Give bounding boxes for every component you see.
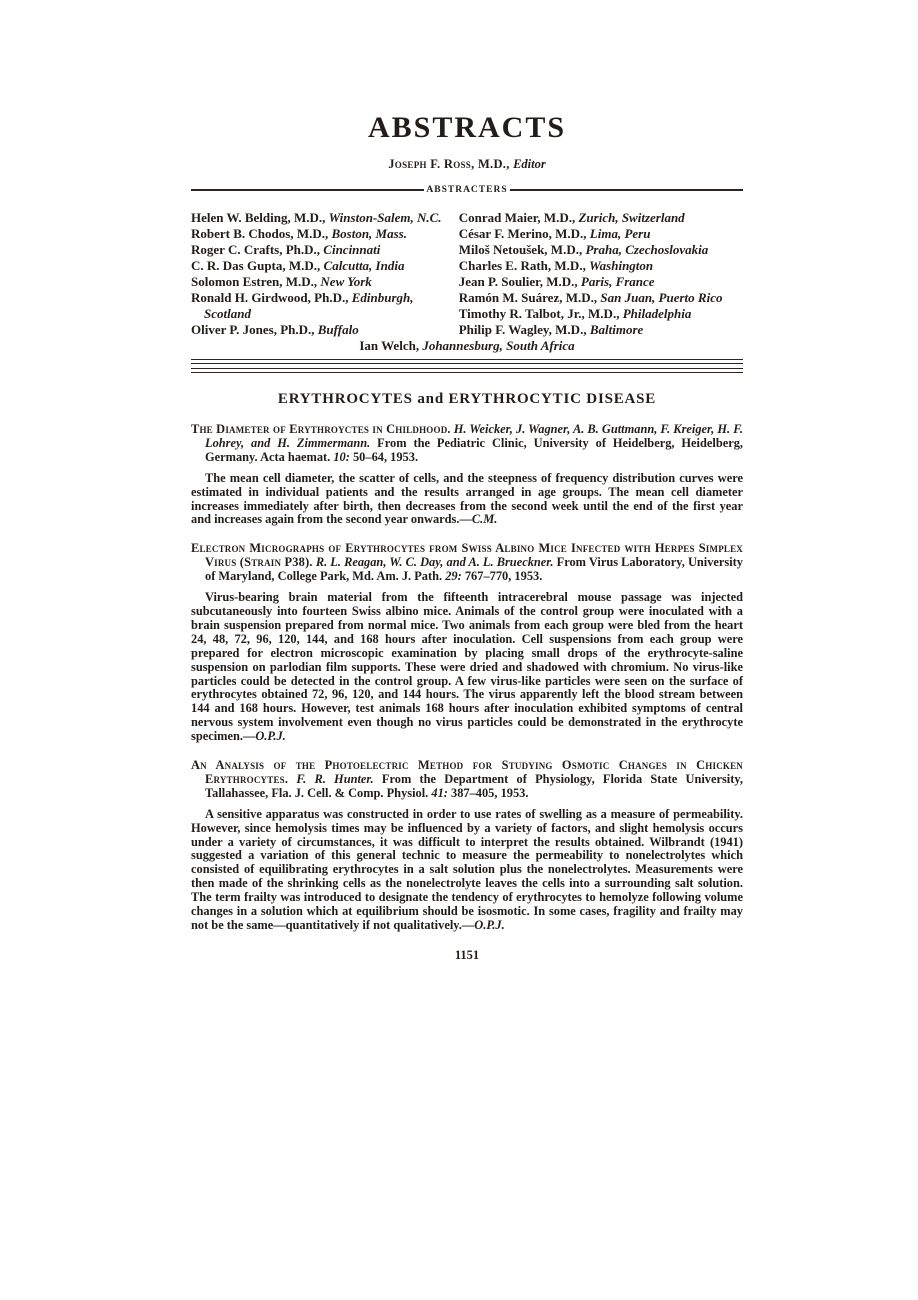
abstract-title: An Analysis of the Photoelectric Method for Studying Osmotic Changes in Chicken Erythrocytes. xyxy=(191,758,743,786)
abstracter-location: Cincinnati xyxy=(323,242,381,257)
abstracter-name: Roger C. Crafts, Ph.D., xyxy=(191,242,324,257)
abstract-heading xyxy=(191,423,743,465)
abstracter-entry xyxy=(459,274,743,290)
abstracter-name: Miloš Netoušek, M.D., xyxy=(458,242,586,257)
abstracter-name: Ramón M. Suárez, M.D., xyxy=(458,290,601,305)
abstract-affiliation: From Virus Laboratory, University of Maryland, College Park, Md. Am. J. Path. xyxy=(205,555,744,584)
abstracter-entry xyxy=(459,258,743,274)
abstracter-entry xyxy=(459,306,743,322)
editor-name: Joseph F. Ross, M.D., xyxy=(388,157,514,171)
abstracter-location: Paris, France xyxy=(580,274,655,289)
abstracter-location: Edinburgh, Scotland xyxy=(204,290,414,321)
abstracter-entry xyxy=(191,274,459,290)
abstracter-name: Robert B. Chodos, M.D., xyxy=(191,226,332,241)
abstract-signature: —O.P.J. xyxy=(242,729,286,744)
abstracter-location: Zurich, Switzerland xyxy=(578,210,685,225)
abstracter-name: Solomon Estren, M.D., xyxy=(191,274,321,289)
abstract-electron-micrographs xyxy=(191,542,743,744)
abstracter-location: Johannesburg, South Africa xyxy=(422,338,575,353)
abstracter-location: Buffalo xyxy=(317,322,359,337)
abstract-affiliation: From the Department of Physiology, Florida State University, Tallahassee, Fla. J. Cell. & Comp. Physiol. xyxy=(205,771,743,800)
abstract-body xyxy=(191,591,743,744)
page-title: ABSTRACTS xyxy=(367,111,567,144)
abstract-heading xyxy=(191,542,743,584)
abstracter-name: Charles E. Rath, M.D., xyxy=(458,258,590,273)
abstracter-entry xyxy=(459,242,743,258)
abstract-diameter-erythrocytes xyxy=(191,423,743,527)
abstracter-name: Jean P. Soulier, M.D., xyxy=(458,274,581,289)
abstract-authors: H. Weicker, J. Wagner, A. B. Guttmann, F. Kreiger, H. F. Lohrey, and H. Zimmermann. xyxy=(205,422,743,450)
abstract-text: The mean cell diameter, the scatter of cells, and the steepness of frequency distribution curves were estimated in individual patients and the results arranged in age groups. The mean cell diameter increases immediately after birth, then decreases from the second week until the end of the first year and increases again from the second year onwards. xyxy=(191,470,743,527)
abstracter-location: Winston-Salem, N.C. xyxy=(328,210,442,225)
divider-line-left xyxy=(191,189,424,191)
abstracter-location: Boston, Mass. xyxy=(331,226,407,241)
abstracter-name: Ronald H. Girdwood, Ph.D., xyxy=(191,290,352,305)
abstract-volume: 29: xyxy=(445,569,462,584)
abstract-authors: R. L. Reagan, W. C. Day, and A. L. Brueckner. xyxy=(312,555,554,570)
abstract-title: Electron Micrographs of Erythrocytes from Swiss Albino Mice Infected with Herpes Simplex Virus (Strain P38). xyxy=(191,541,743,570)
abstract-photoelectric-method xyxy=(191,759,743,933)
abstracter-name: Ian Welch, xyxy=(359,338,423,353)
abstracters-label: ABSTRACTERS xyxy=(426,185,508,195)
abstract-pages: 767–770, 1953. xyxy=(461,569,543,584)
editor-role: Editor xyxy=(513,157,546,171)
abstract-body xyxy=(191,808,743,933)
double-rule-top xyxy=(191,359,743,364)
abstract-signature: —O.P.J. xyxy=(461,918,505,932)
abstracter-entry xyxy=(459,290,743,306)
abstracter-entry xyxy=(459,226,743,242)
abstracter-location: Philadelphia xyxy=(622,306,692,321)
abstracter-entry xyxy=(459,322,743,338)
abstracter-location: Washington xyxy=(589,258,654,273)
double-rule-bottom xyxy=(191,368,743,373)
abstracter-location: New York xyxy=(320,274,372,289)
abstracter-location: Lima, Peru xyxy=(589,226,651,241)
abstracter-name: César F. Merino, M.D., xyxy=(458,226,590,241)
abstract-heading xyxy=(191,759,743,801)
section-title: ERYTHROCYTES and ERYTHROCYTIC DISEASE xyxy=(277,391,657,407)
abstracter-name: Conrad Maier, M.D., xyxy=(458,210,579,225)
abstract-title: The Diameter of Erythroyctes in Childhood. xyxy=(191,422,451,436)
abstracter-location: Praha, Czechoslovakia xyxy=(585,242,709,257)
abstracter-entry xyxy=(191,242,459,258)
abstracters-right-column xyxy=(459,210,743,338)
abstract-affiliation: From the Pediatric Clinic, University of Heidelberg, Heidelberg, Germany. Acta haemat. xyxy=(205,435,744,464)
abstract-pages: 387–405, 1953. xyxy=(447,785,529,800)
abstracter-location: Calcutta, India xyxy=(323,258,405,273)
abstracter-name: Philip F. Wagley, M.D., xyxy=(458,322,590,337)
section-divider xyxy=(191,359,743,373)
abstracters-divider xyxy=(191,185,743,195)
abstract-authors: F. R. Hunter. xyxy=(288,771,374,786)
abstracters-left-column xyxy=(191,210,459,338)
abstracter-name: Helen W. Belding, M.D., xyxy=(191,210,329,225)
abstract-body xyxy=(191,472,743,528)
abstracter-location: Baltimore xyxy=(589,322,644,337)
abstracter-entry xyxy=(191,290,459,322)
abstract-volume: 41: xyxy=(431,785,448,800)
divider-line-right xyxy=(510,189,743,191)
abstract-text: A sensitive apparatus was constructed in order to use rates of swelling as a measure of permeability. However, since hemolysis times may be influenced by a variety of factors, and slight hemolysis occurs under a variety of circumstances, it was difficult to interpret the results obtained. Wilbrandt (1941) suggested a variation of this general technic to measure the permeability to nonelectrolytes which consisted of equilibrating erythrocytes in a salt solution plus the nonelectrolytes. Measurements were then made of the shrinking cells as the nonelectrolyte leaves the cells into a surrounding salt solution. The term frailty was introduced to designate the tendency of erythrocytes to hemolyze following volume changes in a solution which at equilibrium should be isosmotic. In some cases, fragility and frailty may not be the same—quantitatively if not qualitatively. xyxy=(191,806,743,932)
abstract-pages: 50–64, 1953. xyxy=(349,449,419,464)
abstracter-entry-centered xyxy=(191,338,743,354)
abstracters-list xyxy=(191,210,743,338)
abstracter-entry xyxy=(191,258,459,274)
abstracter-name: Oliver P. Jones, Ph.D., xyxy=(191,322,318,337)
editor-line xyxy=(191,157,743,171)
abstracter-name: Timothy R. Talbot, Jr., M.D., xyxy=(458,306,623,321)
journal-page xyxy=(191,112,743,963)
abstract-signature: —C.M. xyxy=(459,512,498,527)
abstracter-entry xyxy=(459,210,743,226)
abstracter-name: C. R. Das Gupta, M.D., xyxy=(191,258,324,273)
abstracter-entry xyxy=(191,226,459,242)
abstract-volume: 10: xyxy=(333,449,350,464)
page-number: 1151 xyxy=(454,947,480,962)
abstract-text: Virus-bearing brain material from the fifteenth intracerebral mouse passage was injected subcutaneously into fourteen Swiss albino mice. Animals of the control group were inoculated with a brain suspension prepared from normal mice. Two animals from each group were bled from the heart 24, 48, 72, 96, 120, 144, and 168 hours after inoculation. Cell suspensions from each group were prepared for electron microscopic examination by placing small drops of the erythrocyte-saline suspension on parlodian film supports. These were dried and shadowed with chromium. No virus-like particles could be detected in the control group. A few virus-like particles were seen on the surface of erythrocytes obtained 72, 96, 120, and 144 hours. The virus apparently left the blood stream between 144 and 168 hours. However, test animals 168 hours after inoculation exhibited symptoms of central nervous system involvement even though no virus particles could be demonstrated in the erythrocyte specimen. xyxy=(191,590,743,744)
abstracter-entry xyxy=(191,322,459,338)
abstracter-location: San Juan, Puerto Rico xyxy=(600,290,723,305)
abstracter-entry xyxy=(191,210,459,226)
